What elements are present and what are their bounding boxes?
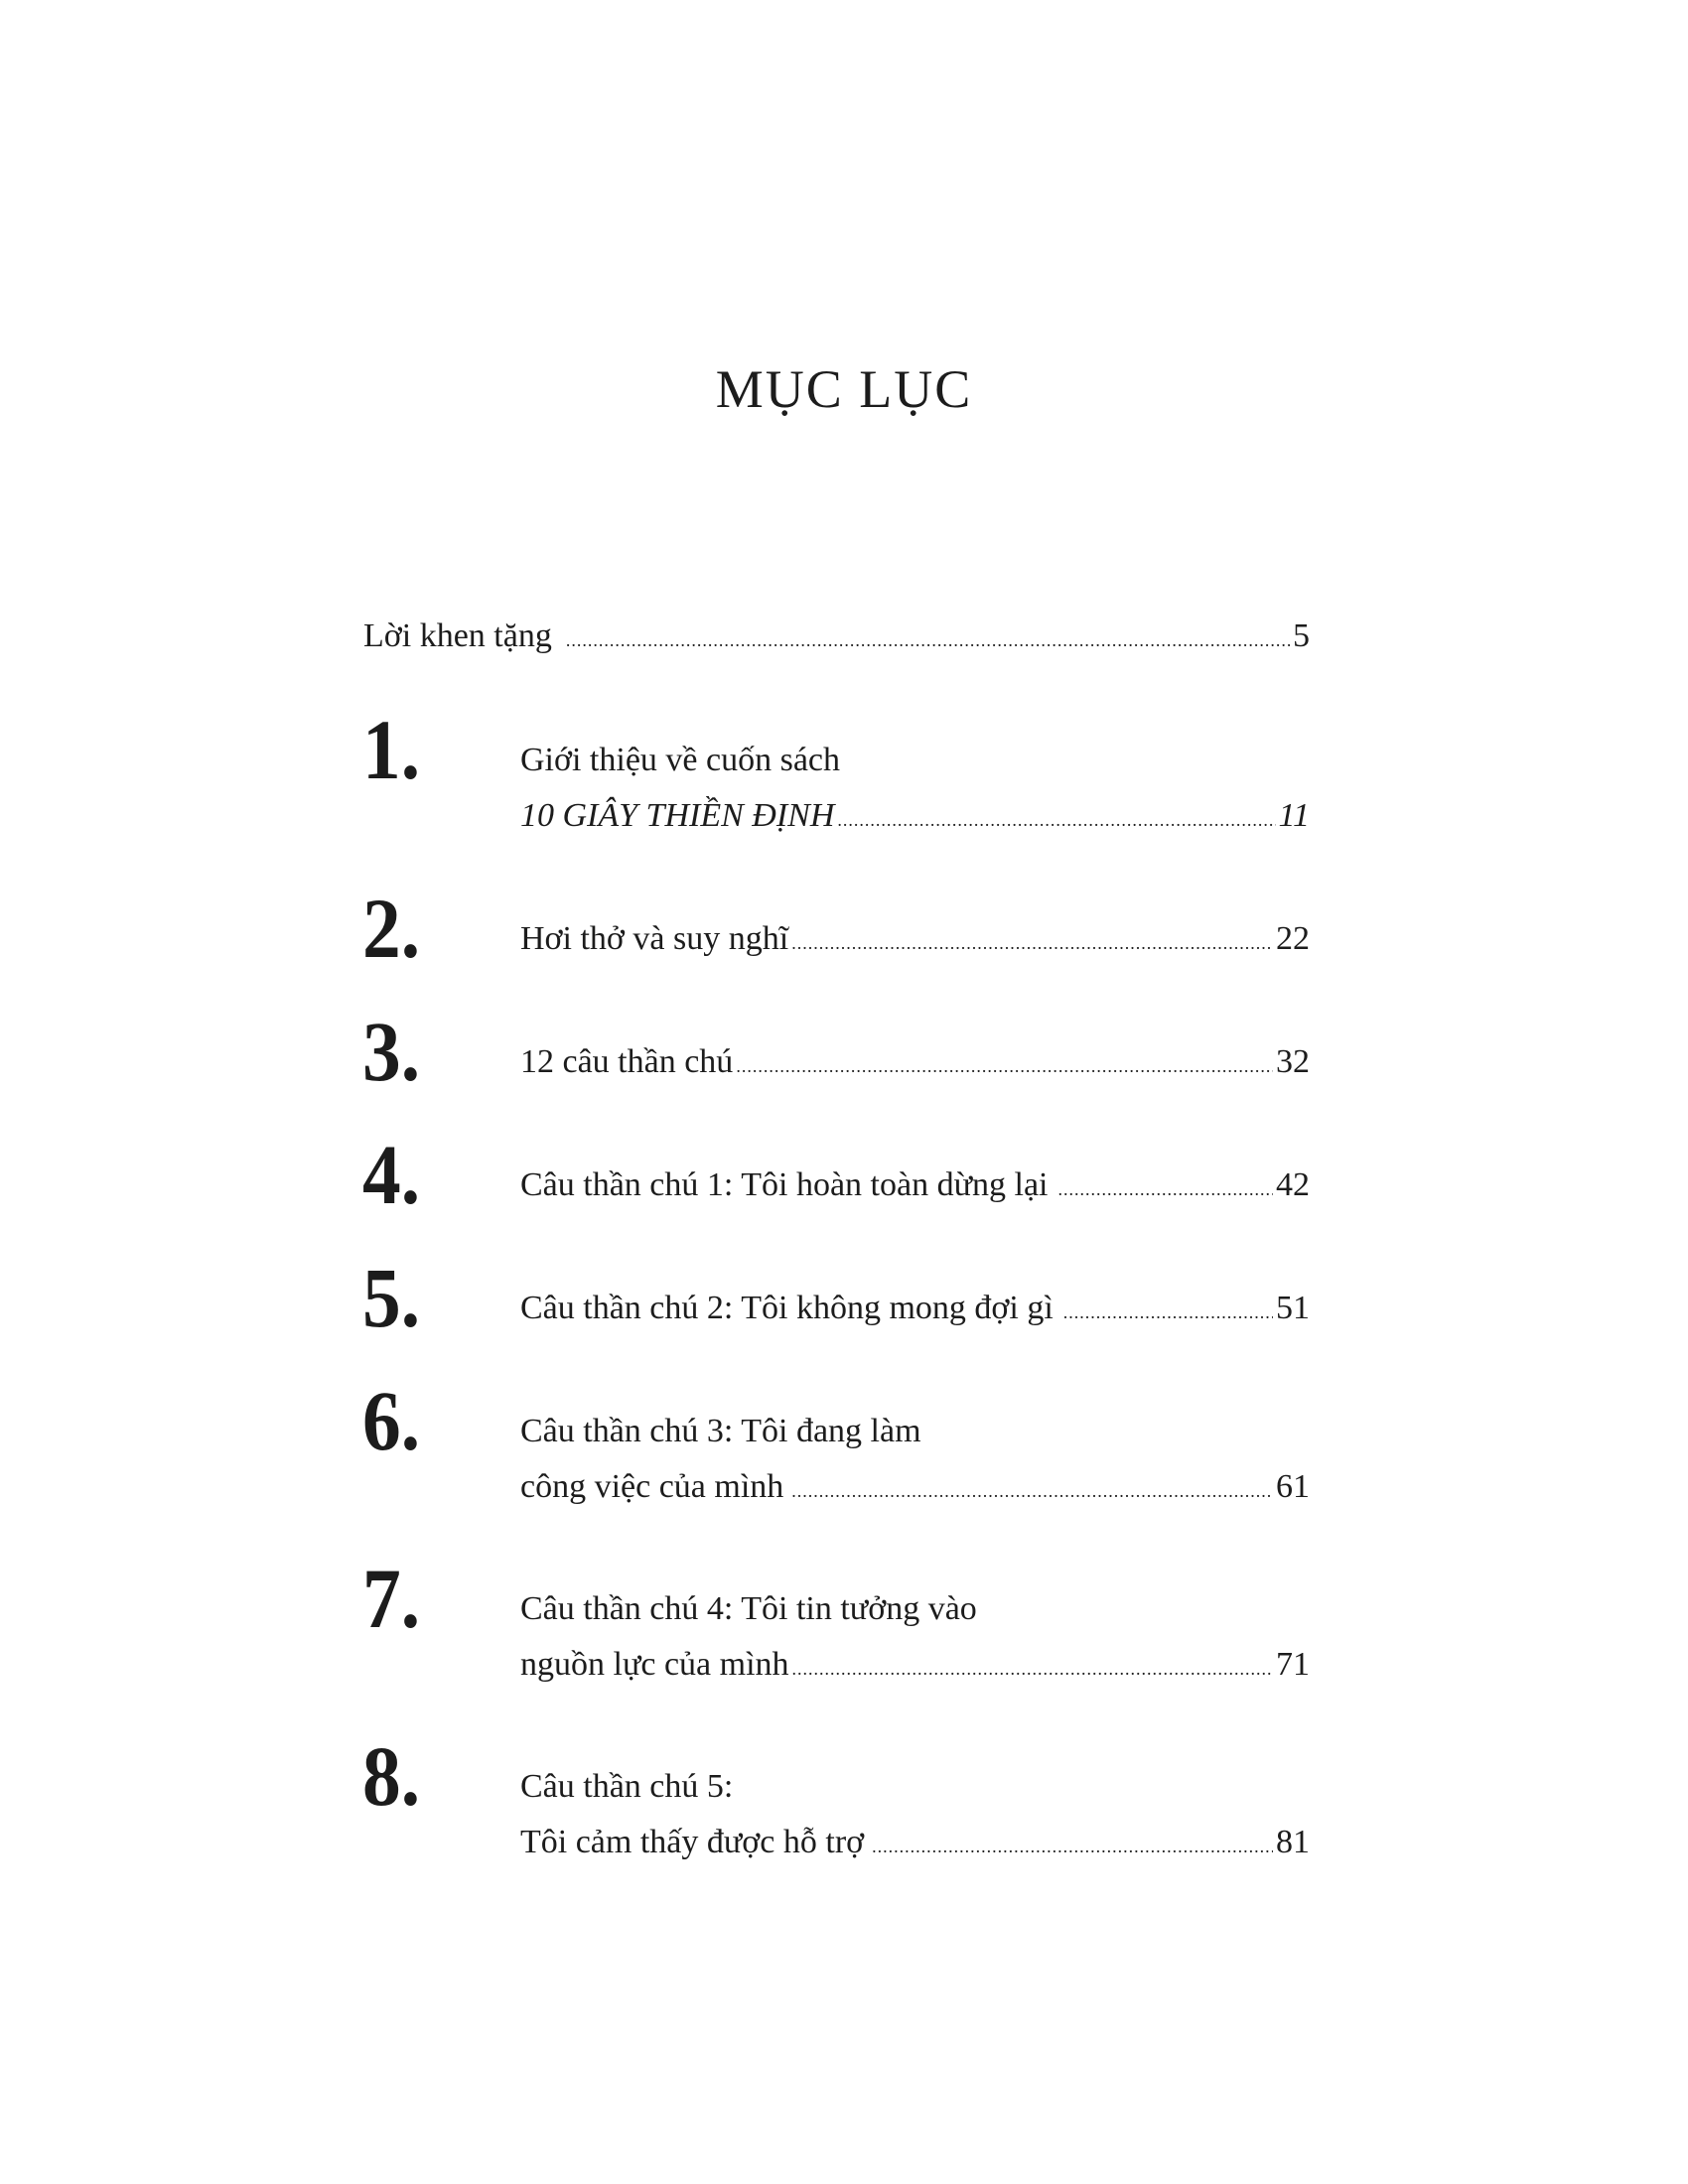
toc-entry-text: Câu thần chú 2: Tôi không mong đợi gì bbox=[520, 1290, 1054, 1326]
toc-entry-text: Câu thần chú 4: Tôi tin tưởng vào bbox=[520, 1590, 977, 1627]
toc-page-number: 22 bbox=[1276, 920, 1310, 957]
toc-entry-text: Câu thần chú 5: bbox=[520, 1768, 734, 1805]
toc-entry-chapter-7[interactable] bbox=[520, 1581, 1310, 1697]
dot-leader bbox=[1063, 1285, 1273, 1340]
dot-leader bbox=[791, 915, 1273, 971]
dot-leader bbox=[792, 1641, 1273, 1697]
toc-page-number: 11 bbox=[1278, 797, 1310, 834]
dot-leader bbox=[566, 613, 1290, 668]
toc-entry-text: Hơi thở và suy nghĩ bbox=[520, 920, 789, 957]
dot-leader bbox=[736, 1038, 1273, 1094]
toc-entry-text: nguồn lực của mình bbox=[520, 1646, 789, 1683]
toc-entry-text: Câu thần chú 1: Tôi hoàn toàn dừng lại bbox=[520, 1166, 1049, 1203]
chapter-number: 3. bbox=[362, 1004, 421, 1099]
toc-entry-front[interactable] bbox=[363, 609, 1310, 668]
toc-page-number: 42 bbox=[1276, 1166, 1310, 1203]
toc-page-number: 51 bbox=[1276, 1290, 1310, 1326]
toc-entry-chapter-5[interactable] bbox=[520, 1281, 1310, 1340]
dot-leader bbox=[872, 1819, 1273, 1874]
toc-entry-chapter-1[interactable] bbox=[520, 733, 1310, 848]
dot-leader bbox=[837, 792, 1275, 848]
chapter-number: 8. bbox=[362, 1728, 421, 1824]
chapter-number: 4. bbox=[362, 1127, 421, 1222]
chapter-number: 6. bbox=[362, 1373, 421, 1468]
toc-page-number: 5 bbox=[1293, 617, 1310, 654]
toc-page-number: 61 bbox=[1276, 1468, 1310, 1505]
toc-entry-chapter-6[interactable] bbox=[520, 1404, 1310, 1519]
toc-entry-chapter-8[interactable] bbox=[520, 1759, 1310, 1874]
toc-entry-text: Câu thần chú 3: Tôi đang làm bbox=[520, 1413, 921, 1449]
dot-leader bbox=[791, 1463, 1273, 1519]
toc-entry-text: Tôi cảm thấy được hỗ trợ bbox=[520, 1824, 865, 1860]
toc-entry-text: Giới thiệu về cuốn sách bbox=[520, 742, 841, 778]
chapter-number: 2. bbox=[362, 881, 421, 976]
toc-entry-chapter-4[interactable] bbox=[520, 1158, 1310, 1217]
toc-entry-chapter-3[interactable] bbox=[520, 1034, 1310, 1094]
toc-entry-text: Lời khen tặng bbox=[363, 617, 552, 654]
chapter-number: 7. bbox=[362, 1551, 421, 1646]
toc-page-number: 71 bbox=[1276, 1646, 1310, 1683]
toc-entry-text: công việc của mình bbox=[520, 1468, 784, 1505]
chapter-number: 1. bbox=[362, 702, 421, 797]
dot-leader bbox=[1057, 1161, 1273, 1217]
chapter-number: 5. bbox=[362, 1250, 421, 1345]
toc-entry-chapter-2[interactable] bbox=[520, 911, 1310, 971]
toc-page-number: 32 bbox=[1276, 1043, 1310, 1080]
toc-entry-text: 12 câu thần chú bbox=[520, 1043, 734, 1080]
page-title: MỤC LỤC bbox=[715, 359, 973, 420]
toc-entry-text: 10 GIÂY THIỀN ĐỊNH bbox=[520, 797, 835, 834]
toc-page-number: 81 bbox=[1276, 1824, 1310, 1860]
